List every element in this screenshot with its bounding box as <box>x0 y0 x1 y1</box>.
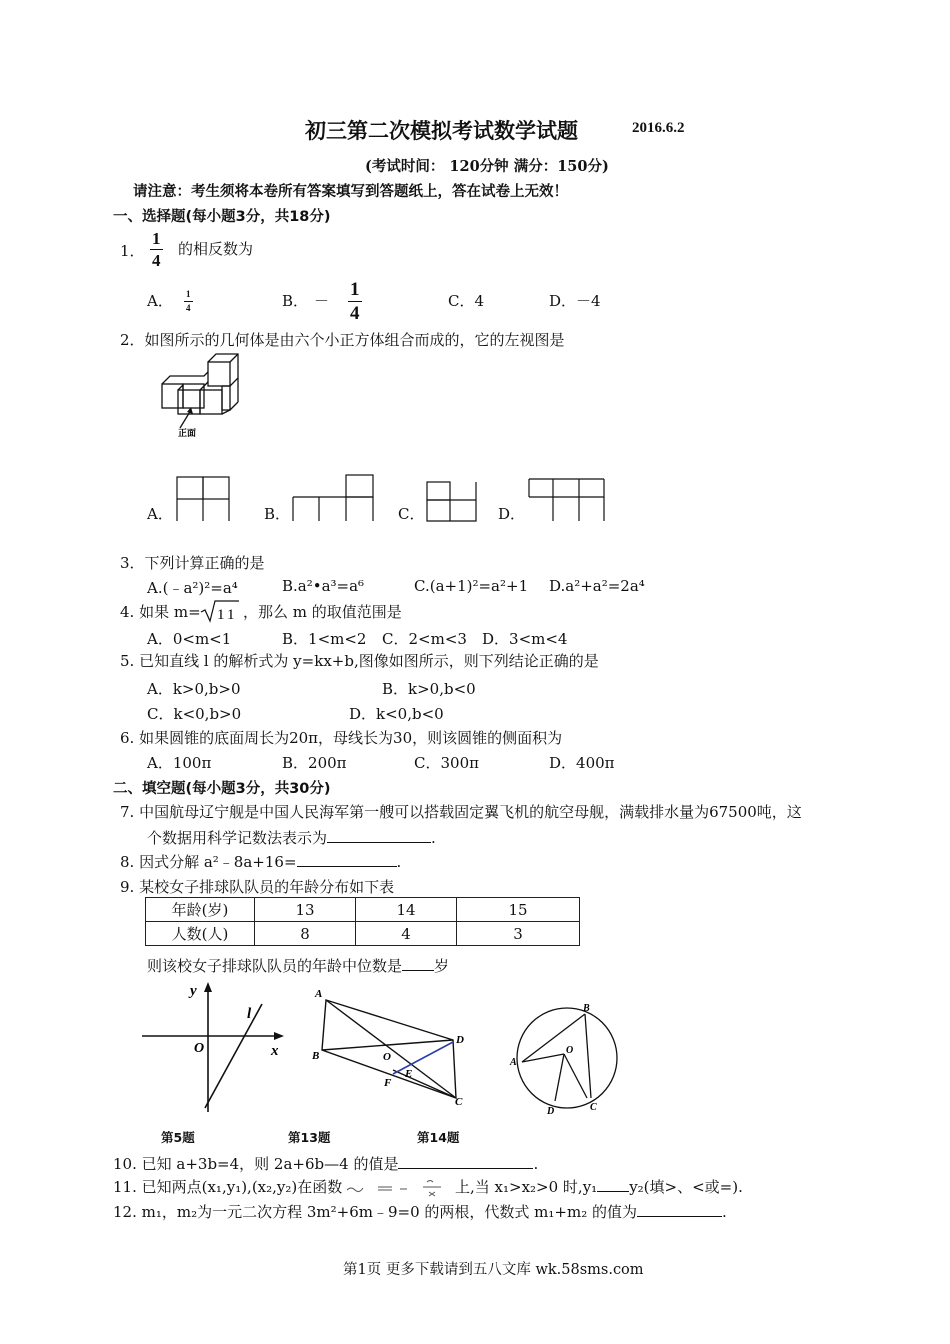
fig13-label-d: D <box>456 1034 464 1046</box>
q4-option-d: D．3<m<4 <box>482 630 568 648</box>
q4-option-a: A．0<m<1 <box>147 630 232 648</box>
table-cell: 3 <box>457 922 580 946</box>
q1-option-b-label: B． <box>282 292 309 310</box>
fig13-quadrilateral <box>308 982 480 1110</box>
q1-a-den: 4 <box>186 303 191 313</box>
q10-text: 10. 已知 a+3b=4，则 2a+6b—4 的值是 <box>113 1155 399 1173</box>
q2-option-d-figure <box>528 478 606 522</box>
q12-text: 12. m₁，m₂为一元二次方程 3m²+6m﹣9=0 的两根，代数式 m₁+m₂ 的值为 <box>113 1203 637 1221</box>
table-cell: 14 <box>356 898 457 922</box>
q6-stem: 6. 如果圆锥的底面周长为20π，母线长为30，则该圆锥的侧面积为 <box>120 729 563 747</box>
q9-stem: 9. 某校女子排球队队员的年龄分布如下表 <box>120 878 395 896</box>
table-cell: 15 <box>457 898 580 922</box>
q4-stem-pre: 4. 如果 m= <box>120 603 201 621</box>
q4-sqrt-sign <box>199 598 241 624</box>
fig14-label-c: C <box>590 1102 597 1113</box>
q11-answer-blank[interactable] <box>597 1177 629 1192</box>
q1-option-b-sign: － <box>314 292 330 310</box>
q4-option-c: C．2<m<3 <box>382 630 467 648</box>
fig13-label-f: F <box>384 1077 392 1089</box>
q8-answer-blank[interactable] <box>297 852 397 867</box>
q9-tail-line <box>147 955 449 976</box>
fig14-label-b: B <box>583 1003 590 1014</box>
q5-option-a: A．k>0,b>0 <box>147 680 241 698</box>
caption-fig13: 第13题 <box>288 1130 331 1145</box>
q5-option-c: C．k<0,b>0 <box>147 705 242 723</box>
q2-option-b-label: B． <box>264 505 291 523</box>
fig14-label-d: D <box>547 1106 555 1117</box>
q12-line: 12. m₁，m₂为一元二次方程 3m²+6m﹣9=0 的两根，代数式 m₁+m₂ 的值为 . <box>113 1203 727 1221</box>
page-title: 初三第二次模拟考试数学试题 <box>305 119 578 143</box>
q1-option-a-fraction <box>184 290 193 313</box>
q6-option-a: A．100π <box>147 754 212 772</box>
fig14-circle <box>507 998 625 1118</box>
q9-unit: 岁 <box>434 957 450 975</box>
q11-function-image <box>345 1174 453 1198</box>
q2-front-label: 正面 <box>178 428 197 438</box>
q6-option-c: C．300π <box>414 754 479 772</box>
table-cell: 8 <box>255 922 356 946</box>
q2-stem: 2．如图所示的几何体是由六个小正方体组合而成的，它的左视图是 <box>120 331 565 349</box>
q2-solid-figure <box>158 352 248 440</box>
q8-text: 8. 因式分解 a²﹣8a+16= <box>120 853 297 871</box>
q7-answer-blank[interactable] <box>327 828 431 843</box>
q6-option-d: D．400π <box>549 754 615 772</box>
q5-option-d: D．k<0,b<0 <box>349 705 444 723</box>
fig13-label-b: B <box>312 1050 320 1062</box>
fig5-y-label: y <box>190 983 197 999</box>
table-cell: 年龄(岁) <box>146 898 255 922</box>
q1-option-a-label: A． <box>147 292 173 310</box>
fig13-label-a: A <box>315 988 323 1000</box>
fig13-label-c: C <box>455 1096 463 1108</box>
q9-tail: 则该校女子排球队队员的年龄中位数是 <box>147 957 403 975</box>
exam-date: 2016.6.2 <box>632 120 685 136</box>
q11-tail: y₂(填>、<或=). <box>629 1178 743 1196</box>
q5-stem: 5. 已知直线 l 的解析式为 y=kx+b,图像如图所示，则下列结论正确的是 <box>120 652 599 670</box>
q1-option-c: C．4 <box>448 292 485 310</box>
q9-answer-blank[interactable] <box>402 956 434 971</box>
q4-radicand: 11 <box>217 607 238 623</box>
exam-info: (考试时间： 120分钟 满分：150分) <box>365 158 609 175</box>
q7-line2-text: 个数据用科学记数法表示为 . <box>147 829 436 847</box>
q1-frac-den: 4 <box>152 251 161 270</box>
fig13-label-e: E <box>405 1068 413 1080</box>
q5-option-b: B．k>0,b<0 <box>382 680 476 698</box>
table-cell: 人数(人) <box>146 922 255 946</box>
q2-option-d-label: D． <box>498 505 526 523</box>
section2-heading: 二、填空题(每小题3分，共30分) <box>113 781 331 797</box>
q1-b-den: 4 <box>350 303 360 324</box>
q3-option-b: B.a²•a³=a⁶ <box>282 577 365 595</box>
q1-stem: 的相反数为 <box>178 240 254 258</box>
caption-fig14: 第14题 <box>417 1130 460 1145</box>
q3-option-d: D.a²+a²=2a⁴ <box>549 577 645 595</box>
q3-option-c: C.(a+1)²=a²+1 <box>414 577 529 595</box>
fig5-line-label: l <box>247 1006 252 1022</box>
q7-line1: 7. 中国航母辽宁舰是中国人民海军第一艘可以搭载固定翼飞机的航空母舰，满载排水量为67500吨，这 <box>120 803 802 821</box>
q1-number: 1． <box>120 242 145 260</box>
age-table <box>145 897 580 946</box>
caption-fig5: 第5题 <box>161 1130 195 1145</box>
page-footer: 第1页 更多下载请到五八文库 wk.58sms.com <box>343 1262 644 1278</box>
table-cell: 13 <box>255 898 356 922</box>
fig5-x-label: x <box>271 1043 279 1059</box>
table-row <box>146 922 580 946</box>
q12-answer-blank[interactable] <box>637 1202 722 1217</box>
q8-line: 8. 因式分解 a²﹣8a+16= . <box>120 853 402 871</box>
q4-stem-post: ，那么 m 的取值范围是 <box>243 603 402 621</box>
q1-frac-num: 1 <box>152 229 161 248</box>
q10-line: 10. 已知 a+3b=4，则 2a+6b—4 的值是 . <box>113 1155 539 1173</box>
q1-option-b-fraction <box>348 280 362 323</box>
q2-option-b-figure <box>290 474 376 522</box>
q2-option-c-label: C． <box>398 505 425 523</box>
q4-option-b: B．1<m<2 <box>282 630 367 648</box>
q1-a-num: 1 <box>184 290 193 302</box>
notice: 请注意：考生须将本卷所有答案填写到答题纸上，答在试卷上无效！ <box>133 184 568 200</box>
q2-option-a-label: A． <box>147 505 173 523</box>
fig5-coordinate-graph <box>138 980 288 1115</box>
q2-option-c-figure <box>425 478 481 522</box>
q6-option-b: B．200π <box>282 754 347 772</box>
q3-stem: 3．下列计算正确的是 <box>120 554 265 572</box>
fig5-origin-label: O <box>194 1041 205 1056</box>
section1-heading: 一、选择题(每小题3分，共18分) <box>113 209 331 225</box>
q11-pre: 11. 已知两点(x₁,y₁),(x₂,y₂)在函数 <box>113 1178 343 1196</box>
q3-option-a: A.(﹣a²)²=a⁴ <box>147 579 238 597</box>
table-row <box>146 898 580 922</box>
fig14-label-a: A <box>510 1057 517 1068</box>
q10-answer-blank[interactable] <box>398 1154 533 1169</box>
q11-post: 上,当 x₁>x₂>0 时,y₁ <box>455 1178 598 1196</box>
table-cell: 4 <box>356 922 457 946</box>
q7-line2: 个数据用科学记数法表示为 <box>147 829 328 847</box>
q2-option-a-figure <box>176 476 232 522</box>
fig13-label-o: O <box>383 1051 391 1063</box>
q1-b-num: 1 <box>350 279 360 300</box>
fig14-label-o: O <box>566 1045 574 1056</box>
q1-fraction <box>150 230 163 269</box>
q11-post-line <box>455 1176 743 1197</box>
q1-option-d: D．－4 <box>549 292 601 310</box>
